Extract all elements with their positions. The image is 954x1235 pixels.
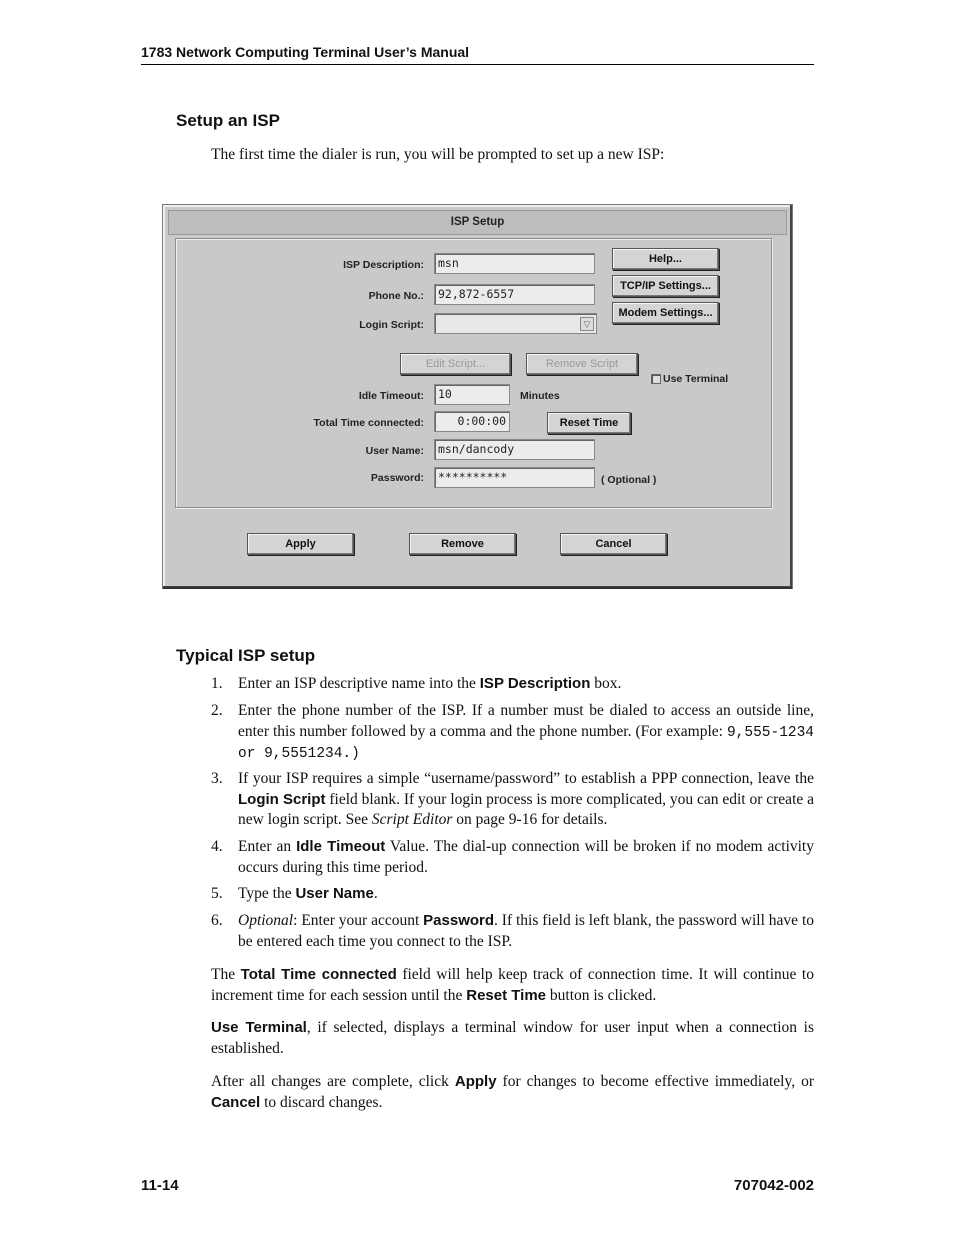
isp-setup-dialog [162,204,793,589]
optional-label: ( Optional ) [601,474,657,486]
section-heading-typical-isp-setup: Typical ISP setup [176,646,316,665]
isp-description-label: ISP Description: [343,259,424,271]
running-header: 1783 Network Computing Terminal User’s Manual [141,44,470,60]
user-name-label: User Name: [365,445,424,457]
document-number: 707042-002 [733,1177,814,1194]
login-script-label: Login Script: [359,319,424,331]
user-name-field[interactable]: msn/dancody [434,439,595,460]
idle-timeout-field[interactable]: 10 [434,384,510,405]
reset-time-button[interactable]: Reset Time [547,412,631,434]
login-script-dropdown[interactable] [434,313,597,334]
dropdown-arrow-icon[interactable]: ▽ [580,317,594,331]
use-terminal-checkbox[interactable] [651,374,661,384]
use-terminal-paragraph: Use Terminal, if selected, displays a terminal window for user input when a connection is established. [211,1019,815,1057]
tcpip-settings-button[interactable]: TCP/IP Settings... [612,275,719,297]
phone-number-label: Phone No.: [368,290,424,302]
cancel-button[interactable]: Cancel [560,533,667,555]
total-time-label: Total Time connected: [313,417,424,429]
password-label: Password: [370,472,424,484]
idle-timeout-label: Idle Timeout: [358,390,424,402]
apply-button[interactable]: Apply [247,533,354,555]
apply-cancel-paragraph: After all changes are complete, click Apply for changes to become effective immediately, or Cancel to discard changes. [211,1073,814,1111]
header-rule [141,64,814,65]
remove-script-button[interactable]: Remove Script [526,353,638,375]
password-field[interactable]: ********** [434,467,595,488]
minutes-label: Minutes [520,390,560,402]
use-terminal-label: Use Terminal [663,373,729,385]
modem-settings-button[interactable]: Modem Settings... [612,302,719,324]
intro-paragraph: The first time the dialer is run, you will be prompted to set up a new ISP: [211,146,665,163]
help-button[interactable]: Help... [612,248,719,270]
remove-button[interactable]: Remove [409,533,516,555]
phone-number-field[interactable]: 92,872-6557 [434,284,595,305]
edit-script-button[interactable]: Edit Script... [400,353,511,375]
page-number: 11-14 [141,1177,179,1194]
total-time-field: 0:00:00 [434,411,510,432]
isp-description-field[interactable]: msn [434,253,595,274]
dialog-bottom-edge [163,587,792,589]
total-time-paragraph: The Total Time connected field will help keep track of connection time. It will continue to increment time for each session until the Reset Time button is clicked. [211,966,814,1004]
dialog-title: ISP Setup [168,210,787,235]
section-heading-setup-isp: Setup an ISP [176,111,280,130]
